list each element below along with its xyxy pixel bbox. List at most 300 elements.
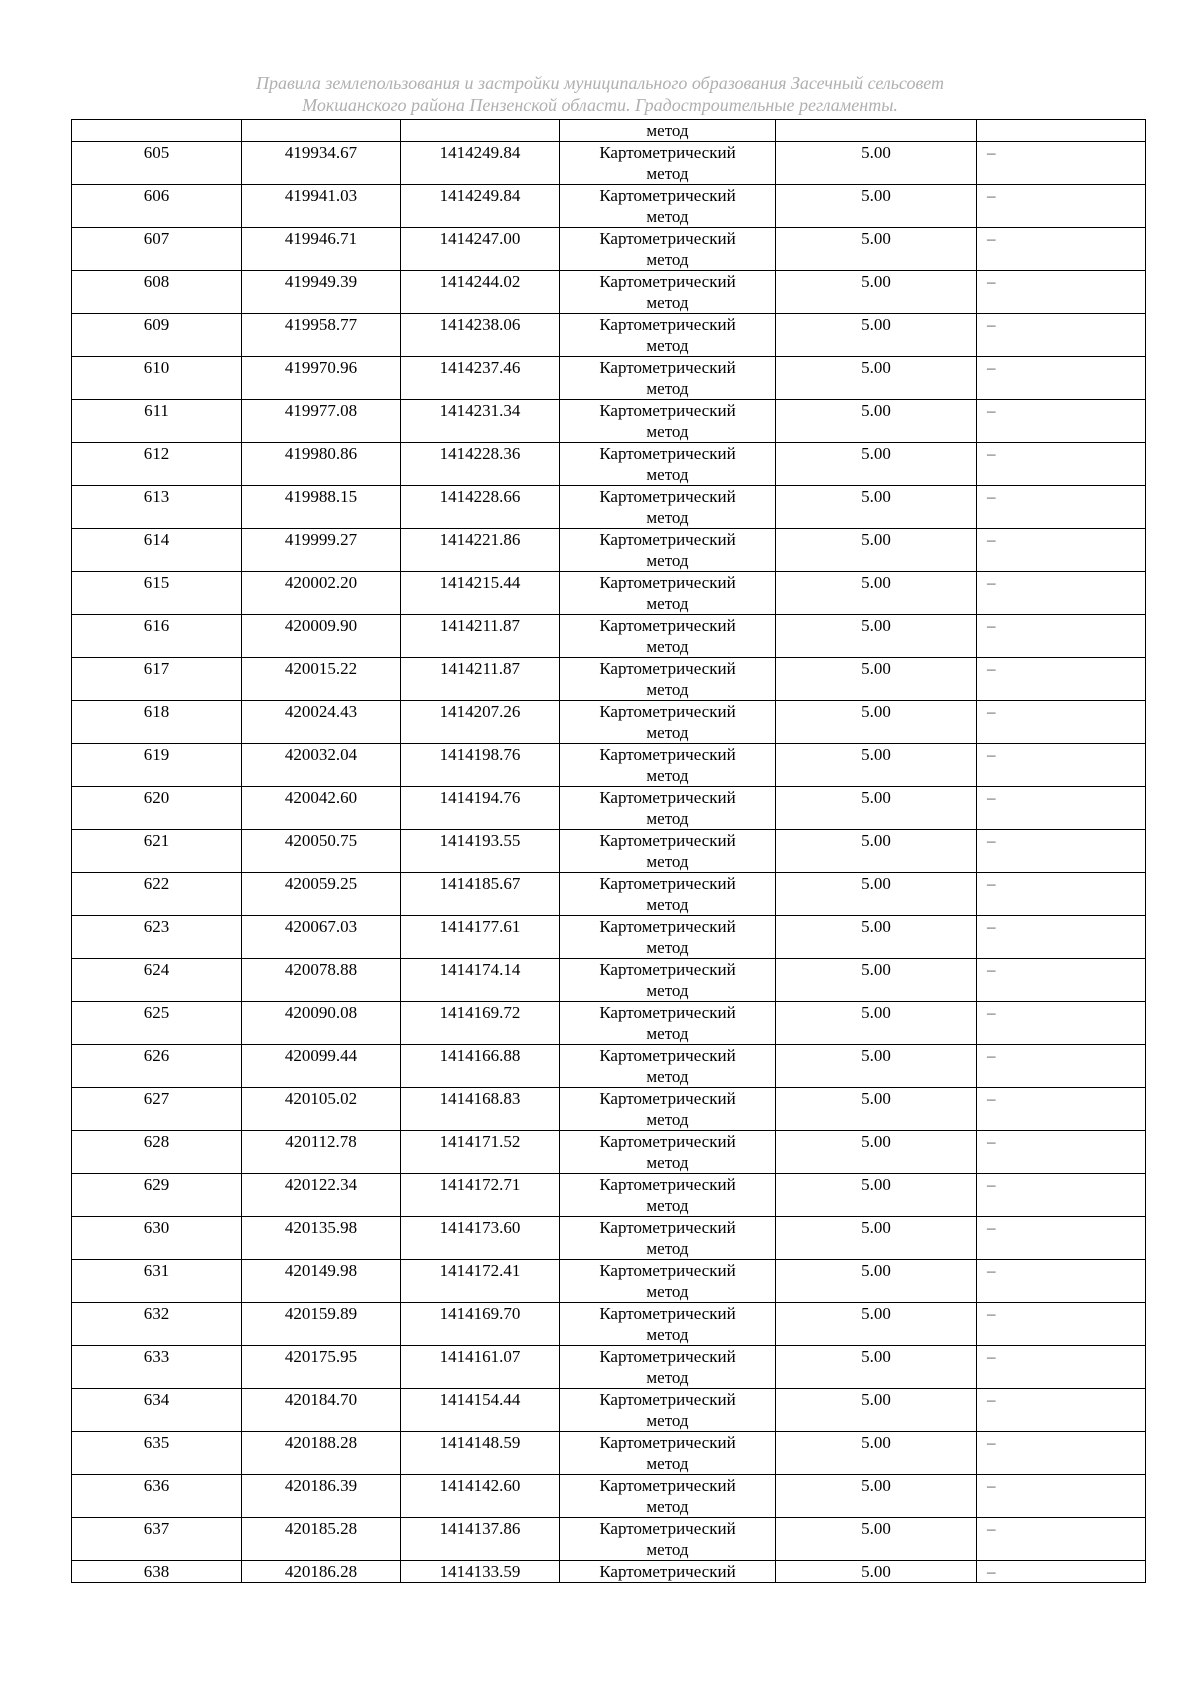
cell-accuracy: 5.00 bbox=[776, 658, 977, 701]
cell-x: 420105.02 bbox=[242, 1088, 401, 1131]
method-line-2: метод bbox=[646, 895, 689, 914]
cell-method bbox=[560, 830, 776, 873]
method-line-2: метод bbox=[646, 551, 689, 570]
cell-note bbox=[977, 120, 1146, 142]
method-line-1: Картометрический bbox=[599, 702, 736, 721]
cell-method bbox=[560, 572, 776, 615]
cell-y: 1414249.84 bbox=[401, 142, 560, 185]
cell-method bbox=[560, 787, 776, 830]
cell-y: 1414177.61 bbox=[401, 916, 560, 959]
cell-x: 420188.28 bbox=[242, 1432, 401, 1475]
cell-accuracy: 5.00 bbox=[776, 1131, 977, 1174]
cell-note: – bbox=[977, 228, 1146, 271]
table-row bbox=[72, 529, 1146, 572]
table-row bbox=[72, 1475, 1146, 1518]
cell-x: 419958.77 bbox=[242, 314, 401, 357]
table-row bbox=[72, 1131, 1146, 1174]
cell-number: 637 bbox=[72, 1518, 242, 1561]
cell-y: 1414211.87 bbox=[401, 658, 560, 701]
cell-number: 615 bbox=[72, 572, 242, 615]
cell-note: – bbox=[977, 701, 1146, 744]
method-line-2: метод bbox=[646, 1067, 689, 1086]
method-line-2: метод bbox=[646, 164, 689, 183]
method-line-1: Картометрический bbox=[599, 143, 736, 162]
cell-x: 420135.98 bbox=[242, 1217, 401, 1260]
method-line-2: метод bbox=[646, 207, 689, 226]
cell-method bbox=[560, 1432, 776, 1475]
cell-y: 1414166.88 bbox=[401, 1045, 560, 1088]
cell-method bbox=[560, 357, 776, 400]
cell-y: 1414133.59 bbox=[401, 1561, 560, 1583]
cell-y: 1414207.26 bbox=[401, 701, 560, 744]
method-line-2: метод bbox=[646, 293, 689, 312]
cell-x: 420185.28 bbox=[242, 1518, 401, 1561]
cell-number: 635 bbox=[72, 1432, 242, 1475]
cell-number: 621 bbox=[72, 830, 242, 873]
cell-accuracy: 5.00 bbox=[776, 228, 977, 271]
cell-method bbox=[560, 1174, 776, 1217]
cell-number: 625 bbox=[72, 1002, 242, 1045]
cell-accuracy: 5.00 bbox=[776, 185, 977, 228]
cell-note: – bbox=[977, 615, 1146, 658]
method-line-1: Картометрический bbox=[599, 401, 736, 420]
method-line-1: Картометрический bbox=[599, 1046, 736, 1065]
method-line-2: метод bbox=[646, 981, 689, 1000]
cell-method bbox=[560, 400, 776, 443]
method-line-1: Картометрический bbox=[599, 487, 736, 506]
cell-x: 420050.75 bbox=[242, 830, 401, 873]
cell-note: – bbox=[977, 787, 1146, 830]
cell-number: 619 bbox=[72, 744, 242, 787]
table-row bbox=[72, 787, 1146, 830]
table-row bbox=[72, 615, 1146, 658]
cell-y: 1414185.67 bbox=[401, 873, 560, 916]
cell-y: 1414228.36 bbox=[401, 443, 560, 486]
cell-x: 420059.25 bbox=[242, 873, 401, 916]
cell-y: 1414198.76 bbox=[401, 744, 560, 787]
cell-accuracy: 5.00 bbox=[776, 357, 977, 400]
method-line-2: метод bbox=[646, 1497, 689, 1516]
cell-method bbox=[560, 185, 776, 228]
cell-note: – bbox=[977, 529, 1146, 572]
cell-method bbox=[560, 744, 776, 787]
cell-number: 614 bbox=[72, 529, 242, 572]
cell-method bbox=[560, 443, 776, 486]
cell-number: 633 bbox=[72, 1346, 242, 1389]
cell-x: 419980.86 bbox=[242, 443, 401, 486]
table-row bbox=[72, 443, 1146, 486]
cell-y: 1414172.71 bbox=[401, 1174, 560, 1217]
method-line-1: Картометрический bbox=[599, 573, 736, 592]
cell-accuracy: 5.00 bbox=[776, 314, 977, 357]
method-line-2: метод bbox=[646, 809, 689, 828]
cell-accuracy: 5.00 bbox=[776, 1518, 977, 1561]
cell-number: 623 bbox=[72, 916, 242, 959]
cell-number: 609 bbox=[72, 314, 242, 357]
cell-y: 1414238.06 bbox=[401, 314, 560, 357]
cell-y: 1414228.66 bbox=[401, 486, 560, 529]
method-line-1: Картометрический bbox=[599, 229, 736, 248]
method-line-2: метод bbox=[646, 1024, 689, 1043]
method-line-1: Картометрический bbox=[599, 358, 736, 377]
table-row bbox=[72, 701, 1146, 744]
cell-method bbox=[560, 916, 776, 959]
method-line-2: метод bbox=[646, 637, 689, 656]
method-line-2: метод bbox=[646, 1454, 689, 1473]
cell-method: метод bbox=[560, 120, 776, 142]
method-line-2: метод bbox=[646, 680, 689, 699]
method-line-1: Картометрический bbox=[599, 186, 736, 205]
cell-accuracy: 5.00 bbox=[776, 916, 977, 959]
table-row bbox=[72, 1346, 1146, 1389]
cell-x: 419999.27 bbox=[242, 529, 401, 572]
cell-accuracy: 5.00 bbox=[776, 572, 977, 615]
table-row bbox=[72, 271, 1146, 314]
table-row bbox=[72, 142, 1146, 185]
cell-number: 613 bbox=[72, 486, 242, 529]
cell-note: – bbox=[977, 873, 1146, 916]
method-line-2: метод bbox=[646, 1282, 689, 1301]
cell-x: 420175.95 bbox=[242, 1346, 401, 1389]
method-line-1: Картометрический bbox=[599, 272, 736, 291]
method-line-2: метод bbox=[646, 938, 689, 957]
cell-number: 628 bbox=[72, 1131, 242, 1174]
method-line-1: Картометрический bbox=[599, 1089, 736, 1108]
cell-note: – bbox=[977, 744, 1146, 787]
cell-accuracy: 5.00 bbox=[776, 1475, 977, 1518]
table-row bbox=[72, 1174, 1146, 1217]
cell-x: 419941.03 bbox=[242, 185, 401, 228]
cell-method bbox=[560, 959, 776, 1002]
method-line-1: Картометрический bbox=[599, 1390, 736, 1409]
cell-x: 420159.89 bbox=[242, 1303, 401, 1346]
method-line-1: Картометрический bbox=[599, 1433, 736, 1452]
cell-note: – bbox=[977, 357, 1146, 400]
method-line-2: метод bbox=[646, 465, 689, 484]
cell-x: 420067.03 bbox=[242, 916, 401, 959]
cell-accuracy: 5.00 bbox=[776, 1217, 977, 1260]
cell-x: 420042.60 bbox=[242, 787, 401, 830]
method-line-1: Картометрический bbox=[599, 444, 736, 463]
method-line-1: Картометрический bbox=[599, 960, 736, 979]
table-row bbox=[72, 658, 1146, 701]
table-row bbox=[72, 916, 1146, 959]
cell-note: – bbox=[977, 1131, 1146, 1174]
cell-note: – bbox=[977, 142, 1146, 185]
cell-method bbox=[560, 1045, 776, 1088]
table-row bbox=[72, 486, 1146, 529]
cell-method bbox=[560, 271, 776, 314]
method-line-2: метод bbox=[646, 1196, 689, 1215]
cell-accuracy: 5.00 bbox=[776, 1088, 977, 1131]
cell-y: 1414174.14 bbox=[401, 959, 560, 1002]
table-row bbox=[72, 1088, 1146, 1131]
cell-note: – bbox=[977, 959, 1146, 1002]
cell-note: – bbox=[977, 1475, 1146, 1518]
cell-number: 606 bbox=[72, 185, 242, 228]
cell-note: – bbox=[977, 1518, 1146, 1561]
cell-method bbox=[560, 1131, 776, 1174]
cell-y: 1414173.60 bbox=[401, 1217, 560, 1260]
cell-x: 420090.08 bbox=[242, 1002, 401, 1045]
cell-accuracy: 5.00 bbox=[776, 142, 977, 185]
cell-accuracy: 5.00 bbox=[776, 1260, 977, 1303]
cell-x bbox=[242, 120, 401, 142]
cell-accuracy: 5.00 bbox=[776, 1346, 977, 1389]
cell-y: 1414249.84 bbox=[401, 185, 560, 228]
table-row bbox=[72, 1561, 1146, 1583]
cell-method bbox=[560, 314, 776, 357]
table-row bbox=[72, 959, 1146, 1002]
cell-accuracy: 5.00 bbox=[776, 787, 977, 830]
cell-method bbox=[560, 1518, 776, 1561]
cell-method bbox=[560, 228, 776, 271]
cell-method bbox=[560, 1561, 776, 1583]
cell-accuracy: 5.00 bbox=[776, 400, 977, 443]
cell-y: 1414194.76 bbox=[401, 787, 560, 830]
header-line-1: Правила землепользования и застройки муниципального образования Засечный сельсовет bbox=[255, 73, 945, 93]
cell-x: 420002.20 bbox=[242, 572, 401, 615]
method-line-1: Картометрический bbox=[599, 1261, 736, 1280]
cell-number: 632 bbox=[72, 1303, 242, 1346]
cell-accuracy: 5.00 bbox=[776, 1561, 977, 1583]
cell-y: 1414211.87 bbox=[401, 615, 560, 658]
method-line-1: Картометрический bbox=[599, 788, 736, 807]
table-row bbox=[72, 1002, 1146, 1045]
cell-number: 629 bbox=[72, 1174, 242, 1217]
method-line-2: метод bbox=[646, 1540, 689, 1559]
cell-x: 420186.39 bbox=[242, 1475, 401, 1518]
cell-accuracy: 5.00 bbox=[776, 1389, 977, 1432]
cell-accuracy: 5.00 bbox=[776, 830, 977, 873]
method-line-1: Картометрический bbox=[599, 315, 736, 334]
cell-number: 620 bbox=[72, 787, 242, 830]
cell-y: 1414231.34 bbox=[401, 400, 560, 443]
cell-method bbox=[560, 529, 776, 572]
cell-method bbox=[560, 1217, 776, 1260]
cell-x: 420099.44 bbox=[242, 1045, 401, 1088]
cell-y: 1414221.86 bbox=[401, 529, 560, 572]
method-line-1: Картометрический bbox=[599, 616, 736, 635]
cell-method bbox=[560, 701, 776, 744]
method-line-1: Картометрический bbox=[599, 530, 736, 549]
cell-x: 420032.04 bbox=[242, 744, 401, 787]
cell-y: 1414137.86 bbox=[401, 1518, 560, 1561]
cell-accuracy: 5.00 bbox=[776, 1045, 977, 1088]
method-line-1: Картометрический bbox=[599, 1132, 736, 1151]
cell-accuracy: 5.00 bbox=[776, 1002, 977, 1045]
table-row bbox=[72, 357, 1146, 400]
cell-accuracy: 5.00 bbox=[776, 271, 977, 314]
table-row bbox=[72, 1260, 1146, 1303]
cell-note: – bbox=[977, 830, 1146, 873]
cell-y: 1414168.83 bbox=[401, 1088, 560, 1131]
cell-note: – bbox=[977, 1303, 1146, 1346]
method-line-1: Картометрический bbox=[599, 1519, 736, 1538]
method-line-1: Картометрический bbox=[599, 745, 736, 764]
cell-x: 420024.43 bbox=[242, 701, 401, 744]
cell-note: – bbox=[977, 1045, 1146, 1088]
method-line-1: Картометрический bbox=[599, 874, 736, 893]
method-line-1: Картометрический bbox=[599, 1347, 736, 1366]
cell-number: 634 bbox=[72, 1389, 242, 1432]
cell-y: 1414172.41 bbox=[401, 1260, 560, 1303]
cell-number: 622 bbox=[72, 873, 242, 916]
method-line-2: метод bbox=[646, 723, 689, 742]
cell-y: 1414244.02 bbox=[401, 271, 560, 314]
cell-note: – bbox=[977, 1561, 1146, 1583]
method-line-1: Картометрический bbox=[599, 1003, 736, 1022]
cell-note: – bbox=[977, 572, 1146, 615]
cell-x: 419977.08 bbox=[242, 400, 401, 443]
method-line-1: Картометрический bbox=[599, 831, 736, 850]
page-header bbox=[0, 72, 1200, 116]
cell-number: 618 bbox=[72, 701, 242, 744]
cell-y: 1414193.55 bbox=[401, 830, 560, 873]
cell-accuracy bbox=[776, 120, 977, 142]
cell-note: – bbox=[977, 185, 1146, 228]
cell-accuracy: 5.00 bbox=[776, 486, 977, 529]
cell-method bbox=[560, 1346, 776, 1389]
table-row bbox=[72, 744, 1146, 787]
cell-number: 610 bbox=[72, 357, 242, 400]
cell-method bbox=[560, 142, 776, 185]
cell-accuracy: 5.00 bbox=[776, 1303, 977, 1346]
cell-x: 419934.67 bbox=[242, 142, 401, 185]
cell-number: 617 bbox=[72, 658, 242, 701]
cell-method bbox=[560, 1389, 776, 1432]
table-row bbox=[72, 1045, 1146, 1088]
cell-x: 420184.70 bbox=[242, 1389, 401, 1432]
table-row bbox=[72, 1303, 1146, 1346]
cell-y: 1414142.60 bbox=[401, 1475, 560, 1518]
cell-note: – bbox=[977, 1346, 1146, 1389]
cell-note: – bbox=[977, 1174, 1146, 1217]
method-line-1: Картометрический bbox=[599, 1562, 736, 1581]
cell-number: 616 bbox=[72, 615, 242, 658]
cell-x: 420122.34 bbox=[242, 1174, 401, 1217]
cell-number: 638 bbox=[72, 1561, 242, 1583]
table-row bbox=[72, 400, 1146, 443]
cell-number: 624 bbox=[72, 959, 242, 1002]
cell-y: 1414154.44 bbox=[401, 1389, 560, 1432]
cell-number: 626 bbox=[72, 1045, 242, 1088]
cell-y: 1414247.00 bbox=[401, 228, 560, 271]
method-line-2: метод bbox=[646, 1411, 689, 1430]
table-row bbox=[72, 1217, 1146, 1260]
cell-note: – bbox=[977, 443, 1146, 486]
table-row bbox=[72, 873, 1146, 916]
method-line-2: метод bbox=[646, 1153, 689, 1172]
cell-note: – bbox=[977, 486, 1146, 529]
cell-number: 612 bbox=[72, 443, 242, 486]
cell-method bbox=[560, 1002, 776, 1045]
cell-y: 1414237.46 bbox=[401, 357, 560, 400]
cell-number: 605 bbox=[72, 142, 242, 185]
cell-method bbox=[560, 486, 776, 529]
cell-accuracy: 5.00 bbox=[776, 1432, 977, 1475]
table-row bbox=[72, 185, 1146, 228]
table-row bbox=[72, 572, 1146, 615]
method-line-2: метод bbox=[646, 508, 689, 527]
cell-accuracy: 5.00 bbox=[776, 1174, 977, 1217]
cell-note: – bbox=[977, 1260, 1146, 1303]
cell-note: – bbox=[977, 1389, 1146, 1432]
cell-number bbox=[72, 120, 242, 142]
table-row bbox=[72, 1518, 1146, 1561]
cell-y: 1414148.59 bbox=[401, 1432, 560, 1475]
cell-number: 636 bbox=[72, 1475, 242, 1518]
method-line-1: Картометрический bbox=[599, 917, 736, 936]
cell-method bbox=[560, 1475, 776, 1518]
table-row-continuation bbox=[72, 120, 1146, 142]
method-line-2: метод bbox=[646, 250, 689, 269]
cell-method bbox=[560, 873, 776, 916]
table-row bbox=[72, 1389, 1146, 1432]
cell-number: 627 bbox=[72, 1088, 242, 1131]
cell-accuracy: 5.00 bbox=[776, 529, 977, 572]
cell-number: 607 bbox=[72, 228, 242, 271]
cell-number: 631 bbox=[72, 1260, 242, 1303]
method-line-2: метод bbox=[646, 379, 689, 398]
method-line-1: Картометрический bbox=[599, 1175, 736, 1194]
method-line-2: метод bbox=[646, 1239, 689, 1258]
cell-x: 420015.22 bbox=[242, 658, 401, 701]
table-row bbox=[72, 228, 1146, 271]
cell-note: – bbox=[977, 1002, 1146, 1045]
cell-y: 1414161.07 bbox=[401, 1346, 560, 1389]
cell-y: 1414171.52 bbox=[401, 1131, 560, 1174]
method-line-1: Картометрический bbox=[599, 1304, 736, 1323]
cell-note: – bbox=[977, 271, 1146, 314]
method-line-1: Картометрический bbox=[599, 659, 736, 678]
method-line-2: метод bbox=[646, 422, 689, 441]
cell-x: 419949.39 bbox=[242, 271, 401, 314]
cell-accuracy: 5.00 bbox=[776, 959, 977, 1002]
cell-method bbox=[560, 1088, 776, 1131]
cell-x: 419946.71 bbox=[242, 228, 401, 271]
method-line-2: метод bbox=[646, 336, 689, 355]
cell-x: 420009.90 bbox=[242, 615, 401, 658]
cell-accuracy: 5.00 bbox=[776, 744, 977, 787]
cell-method bbox=[560, 658, 776, 701]
method-line-2: метод bbox=[646, 1110, 689, 1129]
cell-note: – bbox=[977, 916, 1146, 959]
cell-x: 420186.28 bbox=[242, 1561, 401, 1583]
cell-y: 1414169.72 bbox=[401, 1002, 560, 1045]
cell-note: – bbox=[977, 658, 1146, 701]
cell-y: 1414215.44 bbox=[401, 572, 560, 615]
cell-y: 1414169.70 bbox=[401, 1303, 560, 1346]
cell-method bbox=[560, 1260, 776, 1303]
cell-x: 420149.98 bbox=[242, 1260, 401, 1303]
table-row bbox=[72, 1432, 1146, 1475]
cell-x: 419970.96 bbox=[242, 357, 401, 400]
header-line-2: Мокшанского района Пензенской области. Градостроительные регламенты. bbox=[302, 95, 898, 115]
cell-y bbox=[401, 120, 560, 142]
cell-x: 420078.88 bbox=[242, 959, 401, 1002]
cell-accuracy: 5.00 bbox=[776, 873, 977, 916]
cell-note: – bbox=[977, 1088, 1146, 1131]
cell-number: 611 bbox=[72, 400, 242, 443]
cell-note: – bbox=[977, 1217, 1146, 1260]
method-line-1: Картометрический bbox=[599, 1218, 736, 1237]
cell-note: – bbox=[977, 400, 1146, 443]
method-line-2: метод bbox=[646, 1368, 689, 1387]
cell-note: – bbox=[977, 1432, 1146, 1475]
cell-number: 608 bbox=[72, 271, 242, 314]
method-line-2: метод bbox=[646, 594, 689, 613]
